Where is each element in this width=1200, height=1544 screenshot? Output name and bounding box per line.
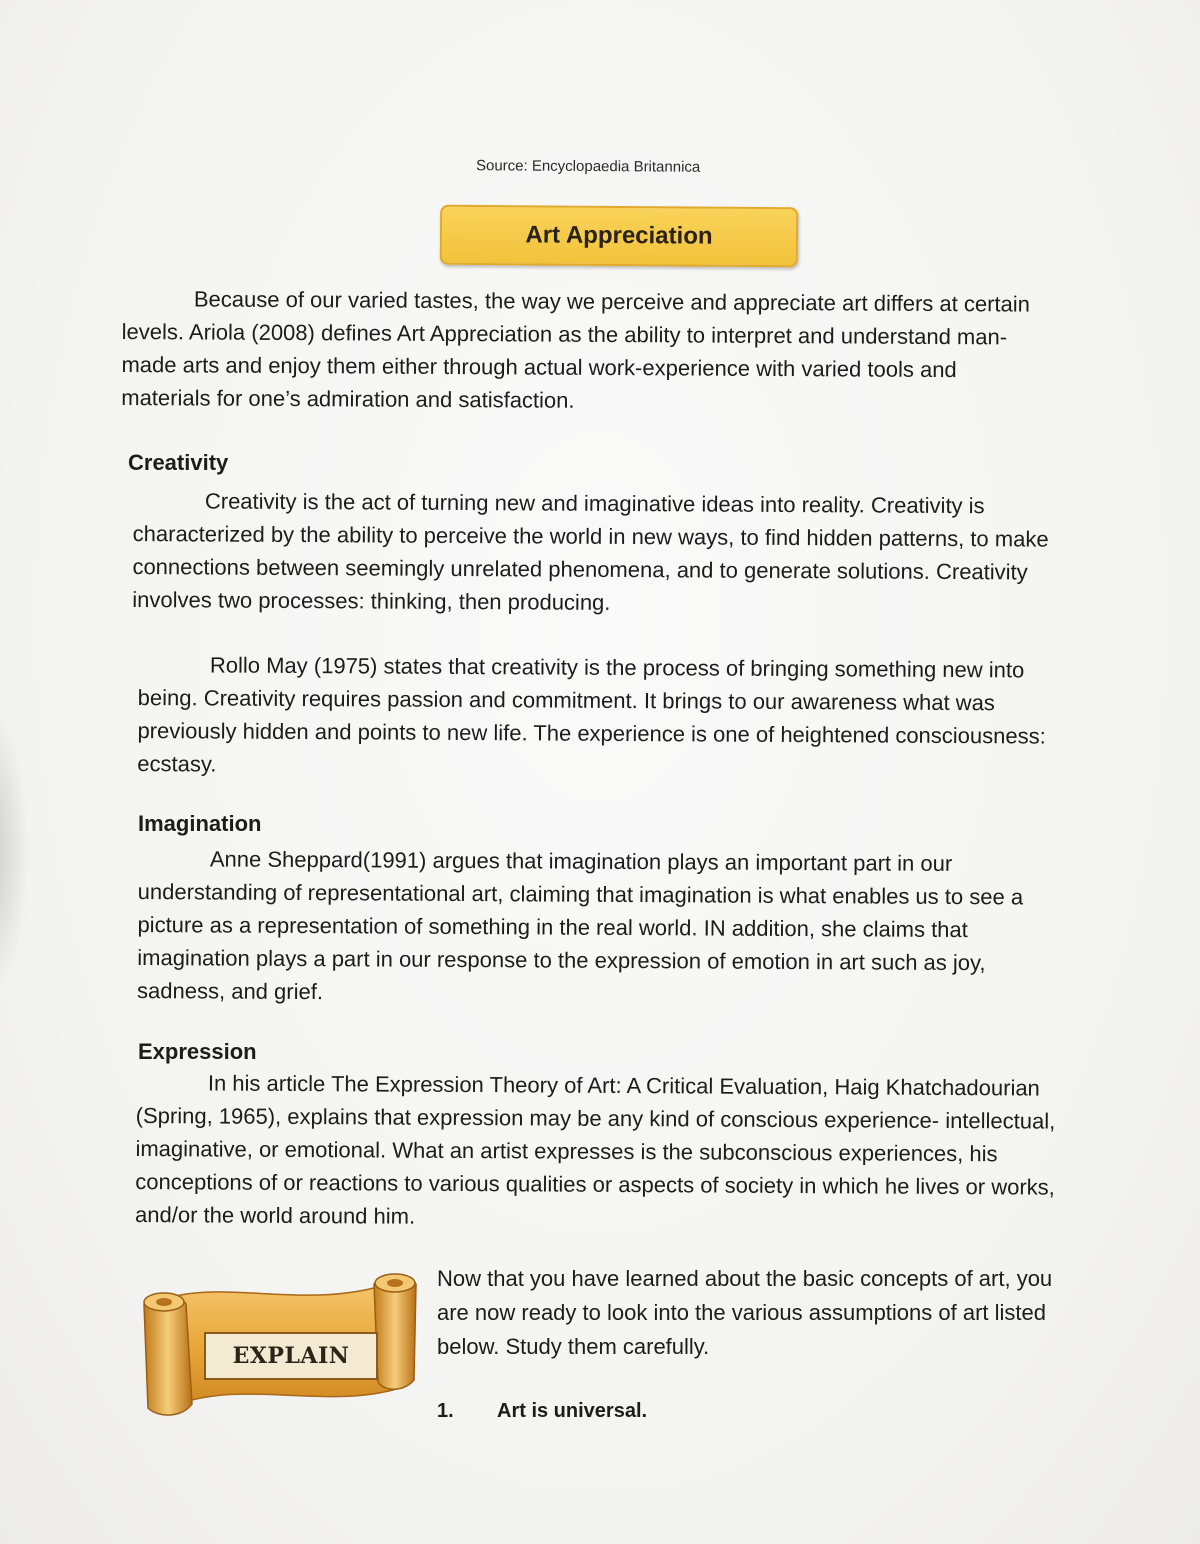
explain-paragraph: Now that you have learned about the basic concepts of art, you are now ready to look into the various assumptions of art listed below. Study them carefully. <box>437 1266 1053 1359</box>
explain-label: EXPLAIN <box>204 1332 378 1380</box>
intro-paragraph: Because of our varied tastes, the way we perceive and appreciate art differs at certain levels. Ariola (2008) defines Art Appreciation as the ability to interpret and understand man-made arts and enjoy them either through actual work-experience with varied tools and materials for one’s admiration and satisfaction. <box>121 286 1031 413</box>
creativity-paragraph-2: Rollo May (1975) states that creativity is the process of bringing something new into being. Creativity requires passion and commitment. It brings to our awareness what was previously hidden and points to new life. The experience is one of heightened consciousness: ecstasy. <box>137 652 1046 777</box>
title-banner <box>440 205 798 267</box>
list-item-number: 1. <box>437 1400 454 1422</box>
expression-paragraph: In his article The Expression Theory of Art: A Critical Evaluation, Haig Khatchadourian (Spring, 1965), explains that expression may be any kind of conscious experience- intellectual, imaginative, or emotional. What an artist expresses is the subconscious experiences, his conceptions of or reactions to various qualities or aspects of society in which he lives or works, and/or the world around him. <box>135 1070 1056 1229</box>
creativity-paragraph-1: Creativity is the act of turning new and imaginative ideas into reality. Creativity is characterized by the ability to perceive the world in new ways, to find hidden patterns, to make connections between seemingly unrelated phenomena, and to generate solutions. Creativity involves two processes: thinking, then producing. <box>132 488 1049 615</box>
list-item-text: Art is universal. <box>497 1400 648 1422</box>
imagination-paragraph: Anne Sheppard(1991) argues that imagination plays an important part in our understanding of representational art, claiming that imagination is what enables us to see a picture as a representation of something in the real world. IN addition, she claims that imagination plays a part in our response to the expression of emotion in art such as joy, sadness, and grief. <box>137 846 1024 1005</box>
page-edge-shadow <box>0 700 30 1000</box>
imagination-heading: Imagination <box>138 811 262 836</box>
source-caption: Source: Encyclopaedia Britannica <box>475 157 701 176</box>
expression-heading: Expression <box>138 1039 257 1064</box>
list-item <box>437 1400 647 1423</box>
page-title: Art Appreciation <box>525 221 713 250</box>
creativity-heading: Creativity <box>128 450 229 475</box>
